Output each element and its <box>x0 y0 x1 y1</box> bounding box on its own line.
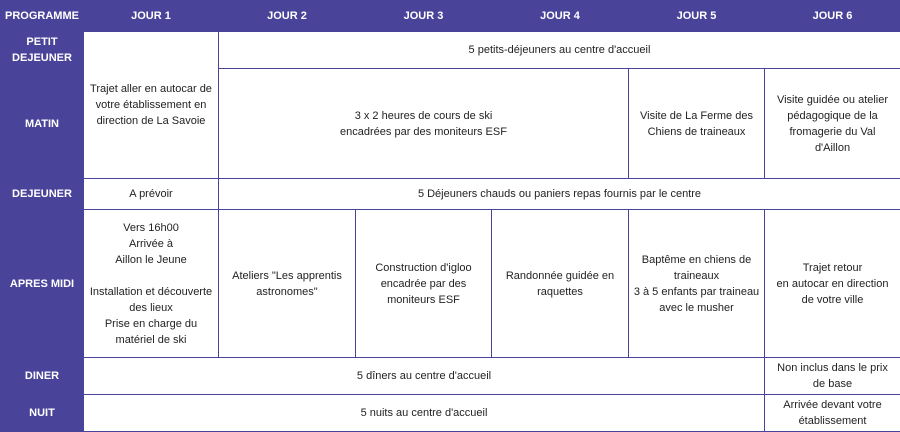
matin-label: MATIN <box>1 69 84 179</box>
petit-dejeuner-row <box>1 32 900 69</box>
apres-midi-jour6-cell: Trajet retour en autocar en direction de votre ville <box>765 210 900 358</box>
diner-row <box>1 358 900 395</box>
header-row <box>1 1 900 32</box>
nuit-label: NUIT <box>1 395 84 432</box>
petit-dejeuner-shared-cell: 5 petits-déjeuners au centre d'accueil <box>219 32 900 69</box>
day-2-header: JOUR 2 <box>219 1 356 32</box>
nuit-row <box>1 395 900 432</box>
diner-shared-cell: 5 dîners au centre d'accueil <box>84 358 765 395</box>
petit-dejeuner-label: PETIT DEJEUNER <box>1 32 84 69</box>
apres-midi-label: APRES MIDI <box>1 210 84 358</box>
day-6-header: JOUR 6 <box>765 1 900 32</box>
day-3-header: JOUR 3 <box>356 1 492 32</box>
nuit-jour6-cell: Arrivée devant votre établissement <box>765 395 900 432</box>
matin-jour1-cell: Trajet aller en autocar de votre établissement en direction de La Savoie <box>84 32 219 179</box>
day-4-header: JOUR 4 <box>492 1 629 32</box>
apres-midi-row <box>1 210 900 358</box>
apres-midi-jour5-cell: Baptême en chiens de traineaux 3 à 5 enfants par traineau avec le musher <box>629 210 765 358</box>
diner-label: DINER <box>1 358 84 395</box>
dejeuner-shared-cell: 5 Déjeuners chauds ou paniers repas fournis par le centre <box>219 179 900 210</box>
matin-jour6-cell: Visite guidée ou atelier pédagogique de la fromagerie du Val d'Aillon <box>765 69 900 179</box>
day-5-header: JOUR 5 <box>629 1 765 32</box>
dejeuner-label: DEJEUNER <box>1 179 84 210</box>
programme-header: PROGRAMME <box>1 1 84 32</box>
apres-midi-jour1-cell: Vers 16h00 Arrivée à Aillon le Jeune Installation et découverte des lieux Prise en charge du matériel de ski <box>84 210 219 358</box>
apres-midi-jour2-cell: Ateliers "Les apprentis astronomes" <box>219 210 356 358</box>
matin-jour5-cell: Visite de La Ferme des Chiens de traineaux <box>629 69 765 179</box>
apres-midi-jour4-cell: Randonnée guidée en raquettes <box>492 210 629 358</box>
day-1-header: JOUR 1 <box>84 1 219 32</box>
apres-midi-jour3-cell: Construction d'igloo encadrée par des moniteurs ESF <box>356 210 492 358</box>
matin-jour2-4-cell: 3 x 2 heures de cours de ski encadrées par des moniteurs ESF <box>219 69 629 179</box>
dejeuner-row <box>1 179 900 210</box>
dejeuner-jour1-cell: A prévoir <box>84 179 219 210</box>
diner-jour6-cell: Non inclus dans le prix de base <box>765 358 900 395</box>
nuit-shared-cell: 5 nuits au centre d'accueil <box>84 395 765 432</box>
